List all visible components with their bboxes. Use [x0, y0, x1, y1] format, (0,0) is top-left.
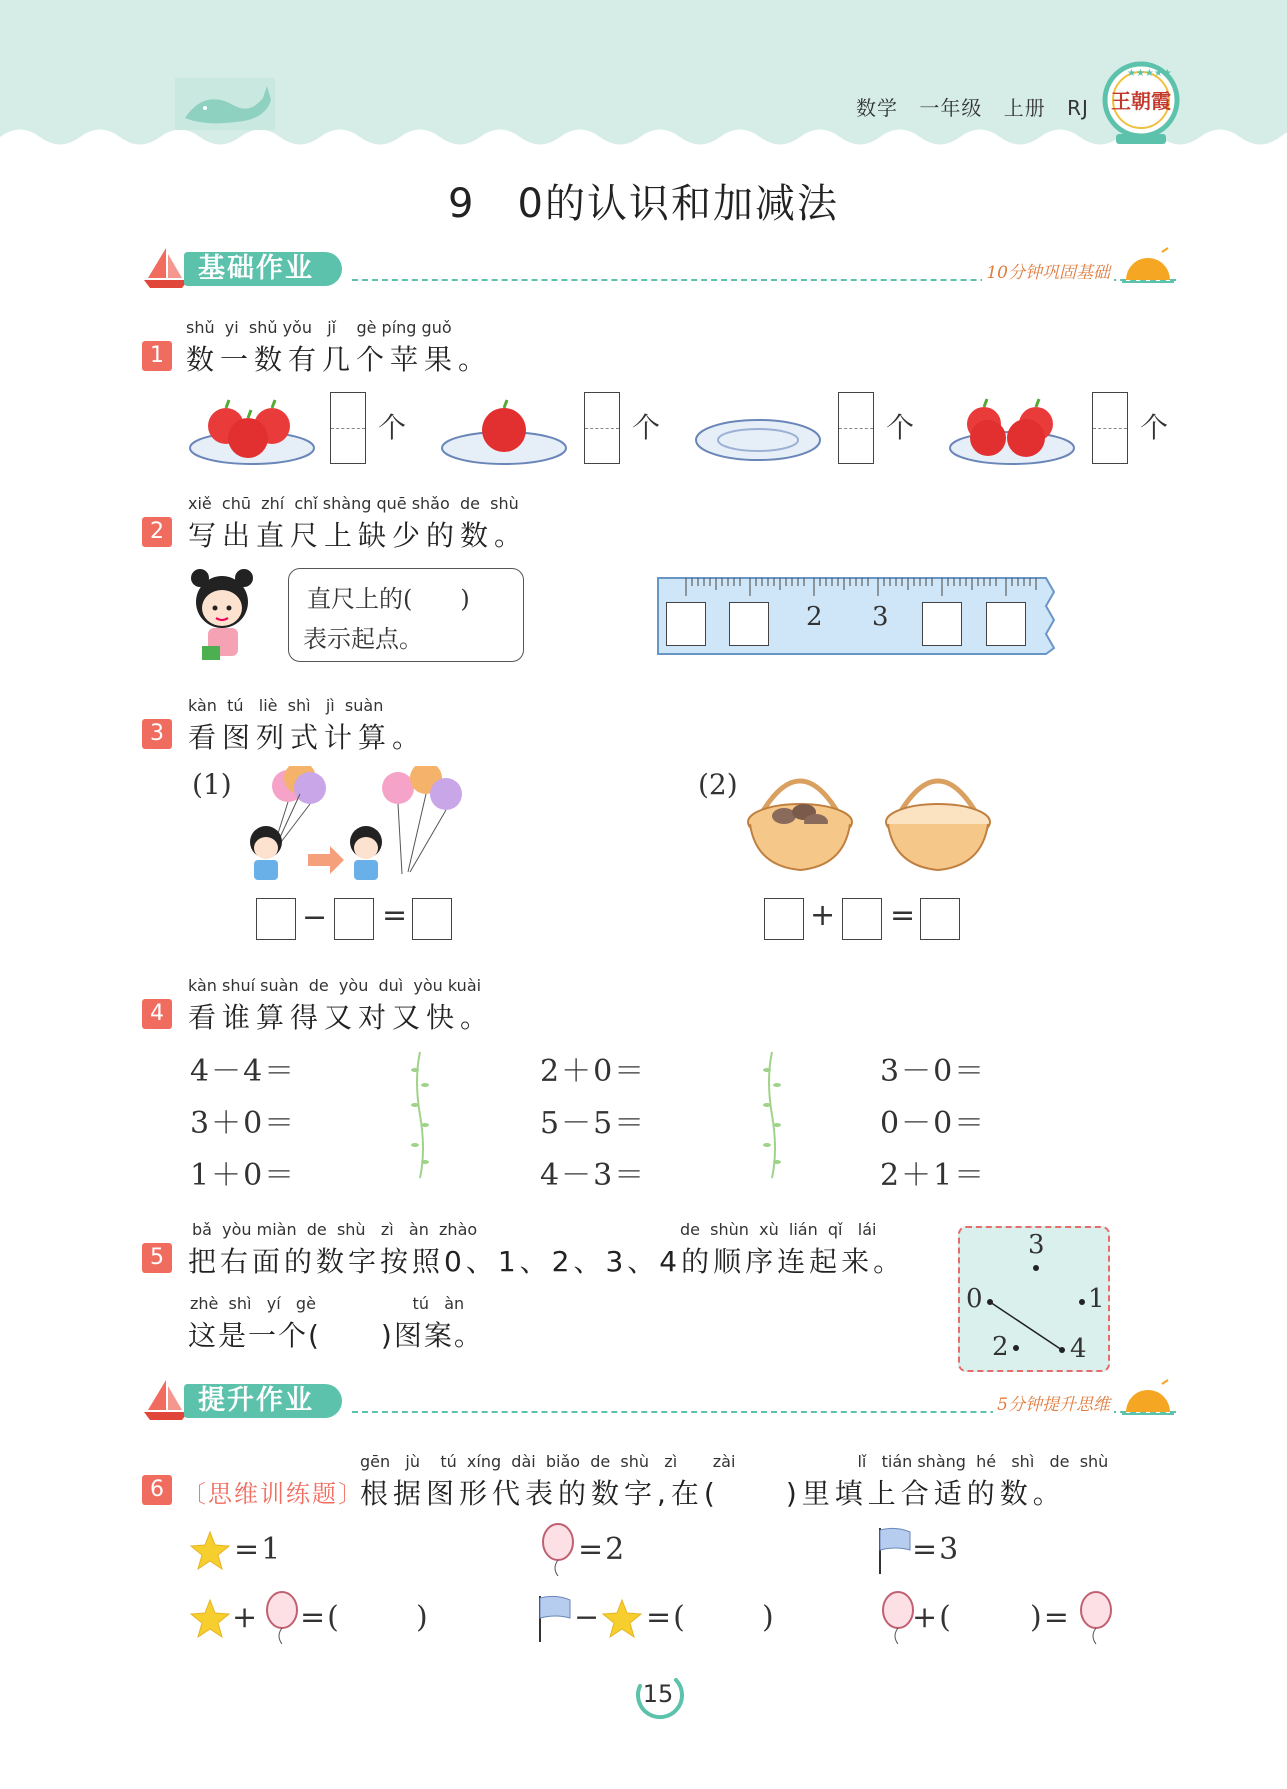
equals-sign: =: [382, 898, 408, 933]
flag-icon: [876, 1526, 916, 1576]
equation: 3－0＝: [880, 1054, 987, 1089]
answer-blank[interactable]: [960, 1602, 1026, 1638]
answer-box[interactable]: [920, 898, 960, 940]
unit-label: 个: [378, 411, 407, 444]
q5-pinyin-2: zhè shì yí gè tú àn: [190, 1294, 465, 1313]
definition-text: =3: [912, 1532, 961, 1567]
section-header-advanced: [142, 1378, 1176, 1428]
plus-sign: +: [810, 898, 836, 933]
dot-label: 2: [992, 1332, 1009, 1362]
plate-with-3-apples-icon: [188, 388, 318, 468]
svg-text:王朝霞: 王朝霞: [1111, 89, 1171, 113]
girl-character-icon: [186, 566, 266, 666]
answer-box[interactable]: [334, 898, 374, 940]
answer-box[interactable]: [256, 898, 296, 940]
bubble-line-1: 直尺上的( ): [307, 585, 470, 613]
equation: 1＋0＝: [190, 1158, 297, 1193]
q5-number: 5: [142, 1243, 172, 1273]
sailboat-icon: [142, 246, 190, 290]
part-1-label: (1): [192, 768, 232, 801]
ruler-number: 2: [806, 602, 823, 632]
minus-sign: −: [302, 900, 328, 935]
balloon-icon: [262, 1590, 302, 1646]
operator: =(: [300, 1600, 341, 1635]
answer-box[interactable]: [584, 392, 620, 464]
ruler-box[interactable]: [729, 602, 769, 646]
whale-icon: [175, 78, 275, 130]
equation: 3＋0＝: [190, 1106, 297, 1141]
section-label: 提升作业: [184, 1384, 342, 1418]
equation: 4－3＝: [540, 1158, 647, 1193]
vine-divider-icon: [410, 1050, 430, 1180]
star-icon: [600, 1598, 644, 1640]
answer-blank[interactable]: [344, 1602, 410, 1638]
q1-text: 数一数有几个苹果。: [186, 343, 493, 376]
q2-number: 2: [142, 517, 172, 547]
plate-with-4-apples-icon: [948, 388, 1078, 468]
flag-icon: [536, 1594, 576, 1644]
operator: ): [416, 1600, 430, 1635]
dot-label: 1: [1088, 1284, 1105, 1314]
bubble-line-2: 表示起点。: [303, 625, 423, 653]
sailboat-icon: [142, 1378, 190, 1422]
balloon-icon: [1076, 1590, 1116, 1646]
q4-pinyin: kàn shuí suàn de yòu duì yòu kuài: [188, 976, 482, 995]
answer-box[interactable]: [764, 898, 804, 940]
operator: )=: [1030, 1600, 1071, 1635]
answer-box[interactable]: [412, 898, 452, 940]
sunset-icon: [1120, 246, 1176, 286]
speech-bubble: [288, 568, 524, 662]
q5-text-2: 这是一个( )图案。: [188, 1319, 484, 1352]
definition-text: =2: [578, 1532, 627, 1567]
q2-pinyin: xiě chū zhí chǐ shàng quē shǎo de shù: [188, 494, 519, 513]
equation: 5－5＝: [540, 1106, 647, 1141]
svg-text:★★★★★: ★★★★★: [1127, 68, 1172, 79]
operator: −: [574, 1600, 602, 1635]
star-icon: [188, 1530, 232, 1572]
sunset-icon: [1120, 1378, 1176, 1418]
part-2-label: (2): [698, 768, 738, 801]
ruler-box[interactable]: [986, 602, 1026, 646]
q5-pinyin-a: bǎ yòu miàn de shù zì àn zhào: [192, 1220, 478, 1239]
operator: +: [232, 1600, 260, 1635]
equation: 4－4＝: [190, 1054, 297, 1089]
page-number: 15: [642, 1680, 674, 1708]
q3-pinyin: kàn tú liè shì jì suàn: [188, 696, 384, 715]
lesson-title: 9 0的认识和加减法: [448, 181, 839, 227]
ruler-box[interactable]: [922, 602, 962, 646]
q3-text: 看图列式计算。: [188, 721, 427, 754]
equation: 0－0＝: [880, 1106, 987, 1141]
answer-box[interactable]: [838, 392, 874, 464]
q4-text: 看谁算得又对又快。: [188, 1001, 495, 1034]
operator: ): [762, 1600, 776, 1635]
empty-plate-icon: [694, 388, 824, 468]
dot-puzzle-box: [958, 1226, 1110, 1372]
vine-divider-icon: [762, 1050, 782, 1180]
q6-tag: 〔思维训练题〕: [182, 1480, 364, 1508]
ruler-box[interactable]: [666, 602, 706, 646]
unit-label: 个: [886, 411, 915, 444]
section-header-basic: [142, 246, 1176, 296]
definition-text: =1: [234, 1532, 283, 1567]
q4-number: 4: [142, 999, 172, 1029]
dot-label: 4: [1070, 1334, 1087, 1364]
unit-label: 个: [632, 411, 661, 444]
section-label: 基础作业: [184, 252, 342, 286]
two-baskets-icon: [744, 766, 996, 878]
answer-box[interactable]: [1092, 392, 1128, 464]
q5-text: 把右面的数字按照0、1、2、3、4的顺序连起来。: [188, 1245, 906, 1278]
equation: 2＋1＝: [880, 1158, 987, 1193]
operator: +(: [912, 1600, 953, 1635]
q2-text: 写出直尺上缺少的数。: [188, 519, 529, 552]
section-note: 10分钟巩固基础: [982, 258, 1114, 283]
operator: =(: [646, 1600, 687, 1635]
unit-label: 个: [1140, 411, 1169, 444]
q3-number: 3: [142, 719, 172, 749]
balloon-icon: [538, 1522, 578, 1578]
dot-label: 3: [1028, 1230, 1045, 1260]
ruler-number: 3: [872, 602, 889, 632]
brand-logo-icon: [1102, 60, 1180, 146]
q5-pinyin-b: de shùn xù lián qǐ lái: [680, 1220, 877, 1239]
q6-number: 6: [142, 1475, 172, 1505]
equation: 2＋0＝: [540, 1054, 647, 1089]
dot-label: 0: [966, 1284, 983, 1314]
q1-number: 1: [142, 341, 172, 371]
section-note: 5分钟提升思维: [993, 1390, 1114, 1415]
q6-text: 根据图形代表的数字,在( )里填上合适的数。: [360, 1477, 1066, 1510]
answer-box[interactable]: [842, 898, 882, 940]
q1-pinyin: shǔ yi shǔ yǒu jǐ gè píng guǒ: [186, 318, 452, 337]
answer-box[interactable]: [330, 392, 366, 464]
equals-sign: =: [890, 898, 916, 933]
subject-line: 数学 一年级 上册 RJ: [856, 96, 1089, 120]
q6-pinyin: gēn jù tú xíng dài biǎo de shù zì zài lǐ tián shàng hé shì de shù: [360, 1452, 1109, 1471]
q1-plates-row: [188, 388, 1188, 468]
boy-with-balloons-icon: [238, 766, 474, 882]
answer-blank[interactable]: [690, 1602, 756, 1638]
plate-with-1-apple-icon: [440, 388, 570, 468]
star-icon: [188, 1598, 232, 1640]
